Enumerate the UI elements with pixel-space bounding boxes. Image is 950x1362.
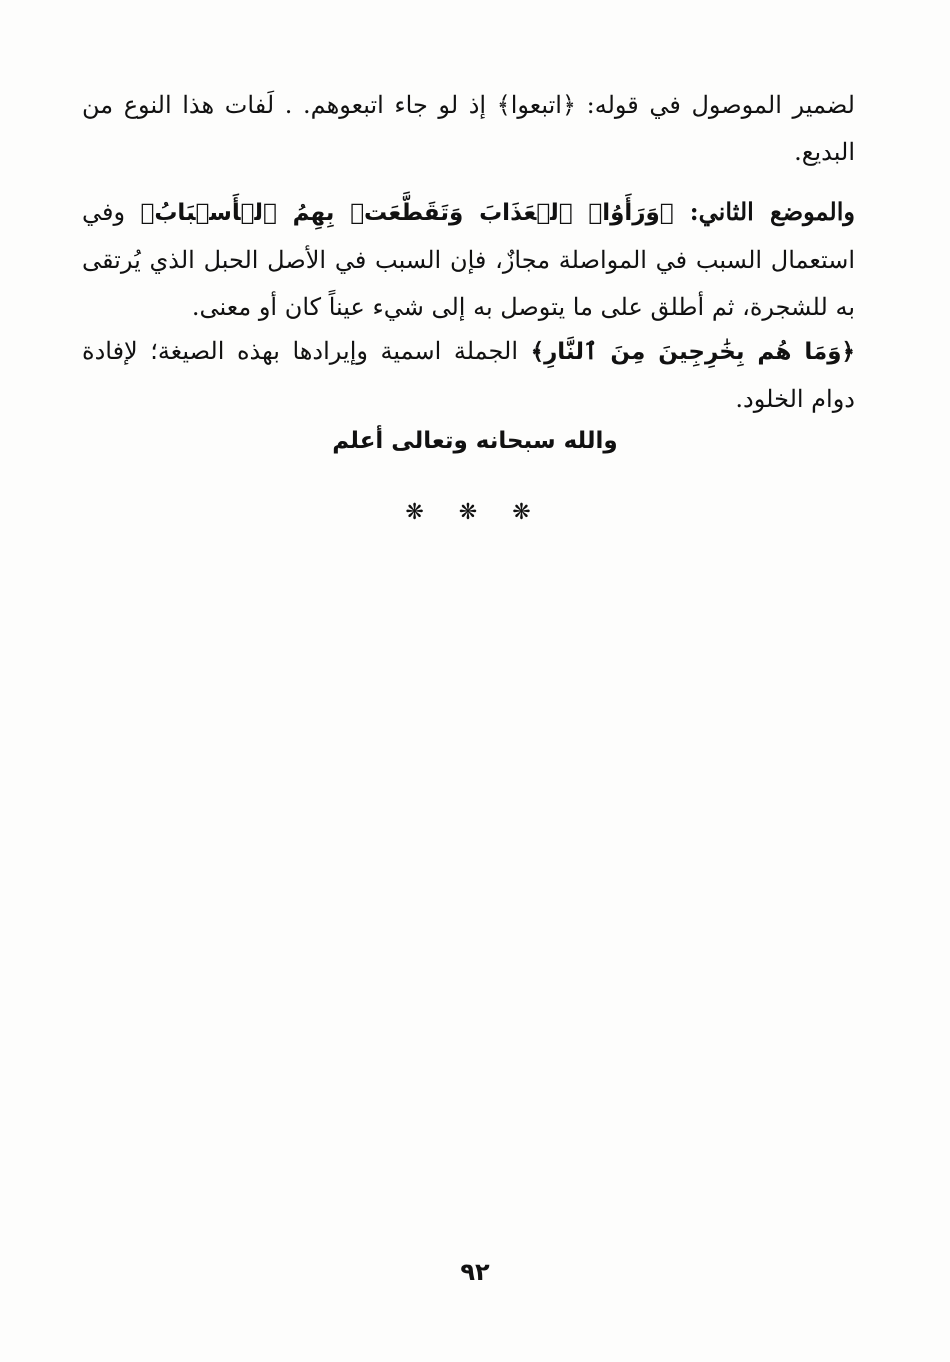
closing-phrase: والله سبحانه وتعالى أعلم bbox=[332, 428, 618, 454]
paragraph-2-verse: ﴿وَرَأَوُا۟ ٱلۡعَذَابَ وَتَقَطَّعَتۡ بِهِمُ ٱلۡأَسۡبَابُ﴾ bbox=[140, 200, 674, 226]
paragraph-1 bbox=[82, 82, 855, 176]
paragraph-1-text: لضمير الموصول في قوله: ﴿اتبعوا﴾ إذ لو جاء اتبعوهم. . لَفات هذا النوع من البديع. bbox=[82, 91, 855, 166]
paragraph-2-text: وفي استعمال السبب في المواصلة مجازٌ، فإن السبب في الأصل الحبل الذي يُرتقى به للشجرة، ثم أطلق على ما يتوصل به إلى شيء عيناً كان أو معنى. bbox=[82, 198, 856, 321]
paragraph-3-verse: ﴿وَمَا هُم بِخَٰرِجِينَ مِنَ ٱلنَّارِ﴾ bbox=[530, 339, 855, 365]
paragraph-2-lead: والموضع الثاني: bbox=[673, 197, 856, 226]
paragraph-3 bbox=[82, 328, 855, 423]
section-separator: ❋ ❋ ❋ bbox=[405, 500, 545, 525]
paragraph-2 bbox=[82, 188, 855, 331]
paragraph-3-text: الجملة اسمية وإيرادها بهذه الصيغة؛ لإفادة دوام الخلود. bbox=[82, 337, 855, 413]
page-number: ٩٢ bbox=[460, 1258, 490, 1286]
